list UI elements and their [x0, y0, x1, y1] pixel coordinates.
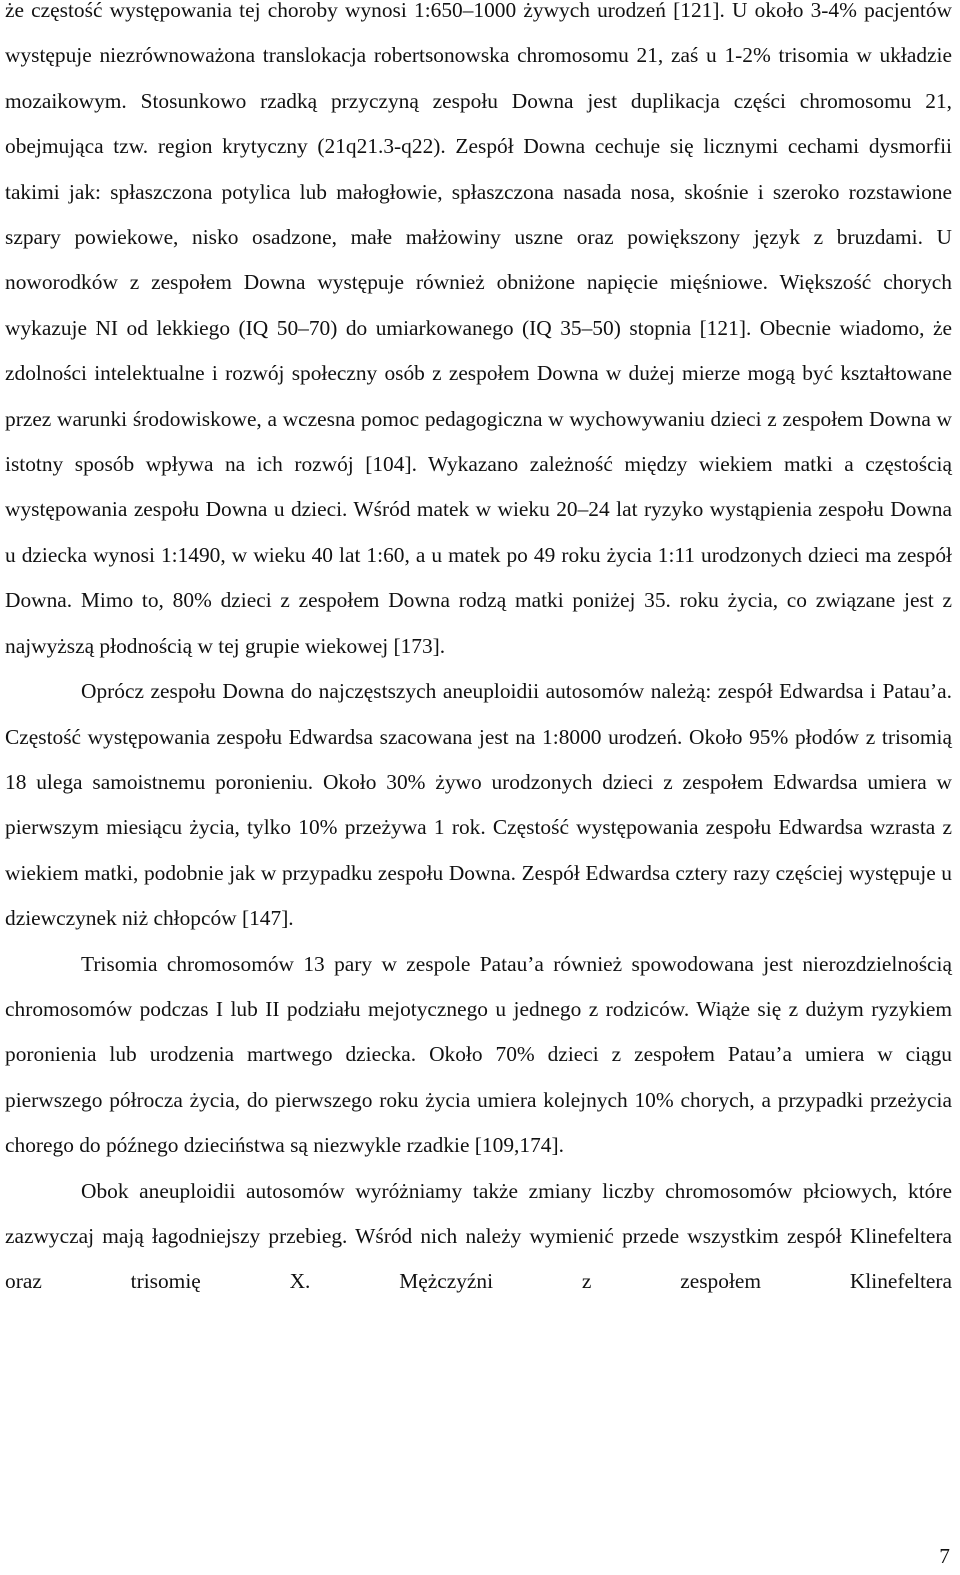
paragraph-edwards-syndrome: Oprócz zespołu Downa do najczęstszych aneuploidii autosomów należą: zespół Edwardsa i Patau’a. Częstość występowania zespołu Edwardsa szacowana jest na 1:8000 urodzeń. Około 95% płodów z trisomią 18 ulega samoistnemu poronieniu. Około 30% żywo urodzonych dzieci z zespołem Edwardsa umiera w pierwszym miesiącu życia, tylko 10% przeżywa 1 rok. Częstość występowania zespołu Edwardsa wzrasta z wiekiem matki, podobnie jak w przypadku zespołu Downa. Zespół Edwardsa cztery razy częściej występuje u dziewczynek niż chłopców [147].	[5, 679, 952, 931]
paragraph-down-syndrome: że częstość występowania tej choroby wynosi 1:650–1000 żywych urodzeń [121]. U około 3-4% pacjentów występuje niezrównoważona translokacja robertsonowska chromosomu 21, zaś u 1-2% trisomia w układzie mozaikowym. Stosunkowo rzadką przyczyną zespołu Downa jest duplikacja części chromosomu 21, obejmująca tzw. region krytyczny (21q21.3-q22). Zespół Downa cechuje się licznymi cechami dysmorfii takimi jak: spłaszczona potylica lub małogłowie, spłaszczona nasada nosa, skośnie i szeroko rozstawione szpary powiekowe, nisko osadzone, małe małżowiny uszne oraz powiększony język z bruzdami. U noworodków z zespołem Downa występuje również obniżone napięcie mięśniowe. Większość chorych wykazuje NI od lekkiego (IQ 50–70) do umiarkowanego (IQ 35–50) stopnia [121]. Obecnie wiadomo, że zdolności intelektualne i rozwój społeczny osób z zespołem Downa w dużej mierze mogą być kształtowane przez warunki środowiskowe, a wczesna pomoc pedagogiczna w wychowywaniu dzieci z zespołem Downa w istotny sposób wpływa na ich rozwój [104]. Wykazano zależność między wiekiem matki a częstością występowania zespołu Downa u dzieci. Wśród matek w wieku 20–24 lat ryzyko wystąpienia zespołu Downa u dziecka wynosi 1:1490, w wieku 40 lat 1:60, a u matek po 49 roku życia 1:11 urodzonych dzieci ma zespół Downa. Mimo to, 80% dzieci z zespołem Downa rodzą matki poniżej 35. roku życia, co związane jest z najwyższą płodnością w tej grupie wiekowej [173].	[5, 0, 952, 658]
paragraph-patau-syndrome: Trisomia chromosomów 13 pary w zespole Patau’a również spowodowana jest nierozdzielnością chromosomów podczas I lub II podziału mejotycznego u jednego z rodziców. Wiąże się z dużym ryzykiem poronienia lub urodzenia martwego dziecka. Około 70% dzieci z zespołem Patau’a umiera w ciągu pierwszego półrocza życia, do pierwszego roku życia umiera kolejnych 10% chorych, a przypadki przeżycia chorego do późnego dzieciństwa są niezwykle rzadkie [109,174].	[5, 951, 952, 1158]
document-page	[5, 0, 952, 1305]
page-number: 7	[939, 1544, 950, 1568]
paragraph-sex-chromosome-aneuploidies: Obok aneuploidii autosomów wyróżniamy także zmiany liczby chromosomów płciowych, które zazwyczaj mają łagodniejszy przebieg. Wśród nich należy wymienić przede wszystkim zespół Klinefeltera oraz trisomię X. Mężczyźni z zespołem Klinefeltera	[5, 1178, 952, 1294]
